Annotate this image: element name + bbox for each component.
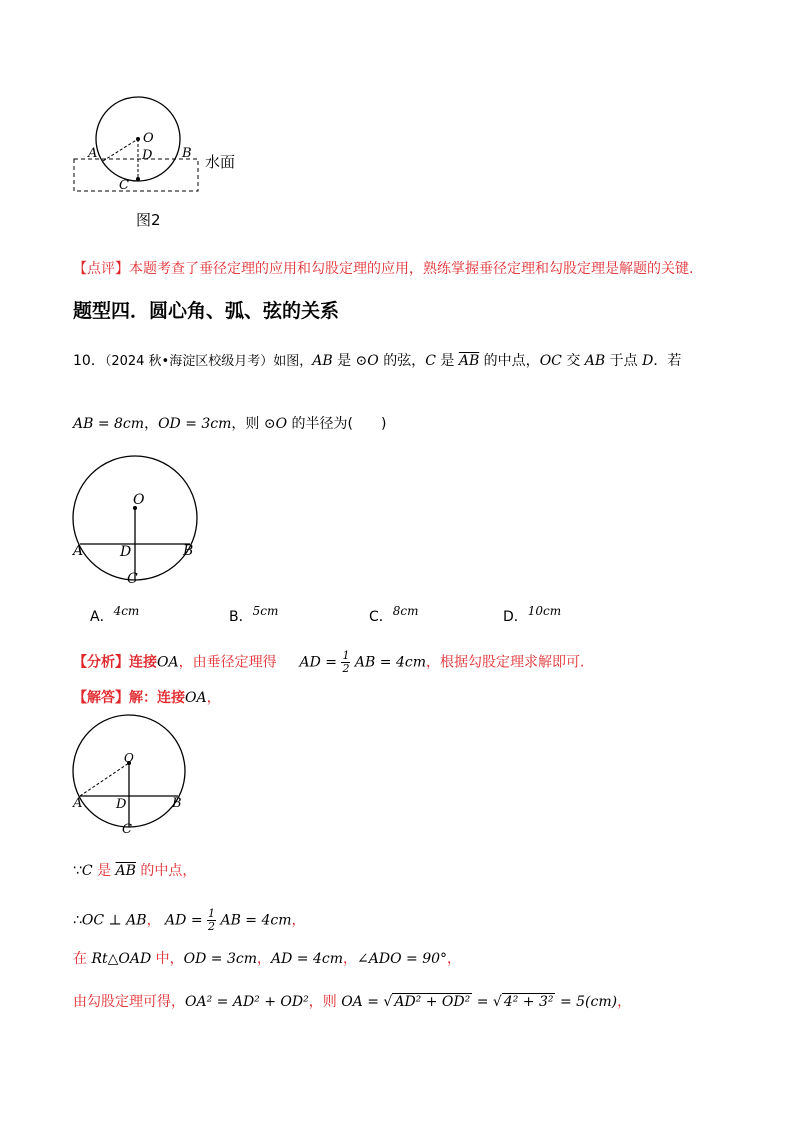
text: ， [206, 690, 221, 706]
math-circle-o: ⊙O [263, 416, 288, 432]
text: 于点 [605, 353, 643, 369]
math-ab-eq: AB = 4cm [354, 654, 426, 671]
text: 是 [332, 353, 356, 369]
text: 的中点， [135, 863, 197, 879]
figure-caption: 图2 [136, 211, 161, 229]
therefore-symbol: ∴ [73, 912, 82, 929]
text: 是 [435, 353, 459, 369]
text: 交 [561, 353, 585, 369]
because-symbol: ∵ [73, 863, 82, 879]
solution-step-1 [73, 860, 196, 880]
text: ， [144, 416, 159, 432]
question-source: （2024 秋•海淀区校级月考）如图， [104, 354, 313, 369]
math-c: C [425, 353, 436, 369]
question-number: 10． [73, 353, 105, 369]
answer-prefix: 【解答】解：连接 [73, 690, 185, 706]
math-oc: OC [539, 353, 562, 369]
math-circle-o: ⊙O [355, 353, 379, 369]
figure-q-label-a: A [73, 543, 84, 559]
option-letter: D． [503, 609, 528, 625]
figure-water-label-a: A [88, 146, 98, 161]
math-angle-ado: ∠ADO = 90° [357, 951, 448, 967]
text: ， [146, 912, 161, 929]
comment-text: 【点评】本题考查了垂径定理的应用和勾股定理的应用，熟练掌握垂径定理和勾股定理是解题的关键. [73, 261, 694, 277]
math-arc-ab: $\overline{AB}$ [115, 863, 136, 879]
text: 的半径为 [287, 416, 348, 432]
sqrt-symbol: √ [383, 994, 393, 1010]
option-value: 10cm [527, 604, 562, 618]
frac-den: 2 [208, 920, 215, 933]
math-ab-eq: AB = 4cm [220, 912, 292, 929]
frac-num: 1 [342, 649, 350, 662]
math-oc-perp-ab: OC ⊥ AB [81, 912, 147, 929]
question-line-1 [73, 350, 681, 370]
text: ，则 [308, 994, 342, 1010]
figure-ans-label-o: O [124, 751, 134, 765]
solution-step-3 [73, 948, 461, 968]
text: 由勾股定理可得， [73, 994, 185, 1010]
frac-num: 1 [208, 907, 215, 920]
option-d[interactable] [503, 606, 561, 626]
math-oa: OA [185, 690, 207, 706]
math-pythagoras: OA² = AD² + OD² [185, 994, 309, 1010]
figure-q-label-b: B [183, 543, 194, 559]
section-title: 题型四．圆心角、弧、弦的关系 [73, 300, 340, 322]
fraction-one-half [207, 908, 216, 933]
figure-water-label-d: D [142, 148, 153, 163]
text: ， [617, 994, 632, 1010]
frac-den: 2 [342, 662, 350, 675]
text: = [476, 994, 489, 1010]
figure-ans-label-a: A [73, 796, 83, 811]
math-d: D [642, 353, 654, 369]
text: 在 [73, 951, 92, 967]
figure-q-label-d: D [120, 544, 132, 560]
text: 是 [92, 863, 116, 879]
answer-blank: ( ) [347, 416, 387, 432]
math-rt-triangle: Rt△OAD [91, 951, 152, 967]
option-a[interactable] [90, 606, 139, 626]
text: 的弦， [378, 353, 426, 369]
math-result: = 5(cm) [559, 994, 618, 1010]
math-ad-eq: AD = 4cm [271, 951, 344, 967]
option-letter: A． [90, 609, 114, 625]
math-sqrt-numbers: 4² + 3² [503, 994, 554, 1010]
option-b[interactable] [229, 606, 278, 626]
option-value: 5cm [252, 604, 279, 618]
option-letter: C． [369, 609, 393, 625]
text: ．若 [653, 353, 682, 369]
math-arc-ab: $\overline{AB}$ [458, 353, 480, 369]
math-c: C [81, 863, 93, 879]
text: 中， [151, 951, 184, 967]
figure-question-circle [68, 452, 208, 582]
math-sqrt-ad-od: AD² + OD² [394, 994, 471, 1010]
figure-water-label-b: B [182, 146, 192, 161]
text: ， [343, 951, 358, 967]
option-letter: B． [229, 609, 253, 625]
analysis-suffix: ，根据勾股定理求解即可. [425, 654, 585, 671]
math-ad: AD = [299, 654, 338, 671]
solution-step-4 [73, 991, 631, 1011]
figure-q-label-c: C [127, 571, 138, 587]
analysis-prefix: 【分析】连接 [73, 654, 157, 671]
answer-intro [73, 687, 221, 707]
text: ， [447, 951, 462, 967]
text: ， [291, 912, 306, 929]
math-oa: OA [157, 654, 179, 671]
math-oa-eq: OA = [341, 994, 379, 1010]
figure-q-label-o: O [133, 492, 145, 508]
math-ab: AB [312, 353, 333, 369]
text: ， [257, 951, 272, 967]
solution-step-2 [73, 908, 306, 933]
water-surface-label: 水面 [205, 153, 236, 171]
analysis-line [73, 650, 584, 675]
figure-ans-label-c: C [122, 822, 132, 837]
option-c[interactable] [369, 606, 419, 626]
sqrt-symbol: √ [492, 994, 502, 1010]
option-value: 4cm [113, 604, 140, 618]
analysis-mid: ，由垂径定理得 [178, 654, 277, 671]
fraction-one-half [341, 650, 350, 675]
math-od-eq: OD = 3cm [158, 416, 232, 432]
math-ad: AD = [165, 912, 203, 929]
text: 的中点， [479, 353, 540, 369]
figure-ans-label-b: B [172, 796, 182, 811]
figure-water-label-o: O [143, 131, 154, 146]
math-ab: AB [584, 353, 606, 369]
figure-ans-label-d: D [116, 797, 127, 812]
math-ab-eq: AB = 8cm [73, 416, 145, 432]
text: ，则 [231, 416, 264, 432]
question-line-2 [73, 413, 386, 433]
figure-water-label-c: C [119, 178, 129, 193]
math-od-eq: OD = 3cm [183, 951, 258, 967]
option-value: 8cm [392, 604, 419, 618]
figure-answer-circle [68, 706, 208, 836]
